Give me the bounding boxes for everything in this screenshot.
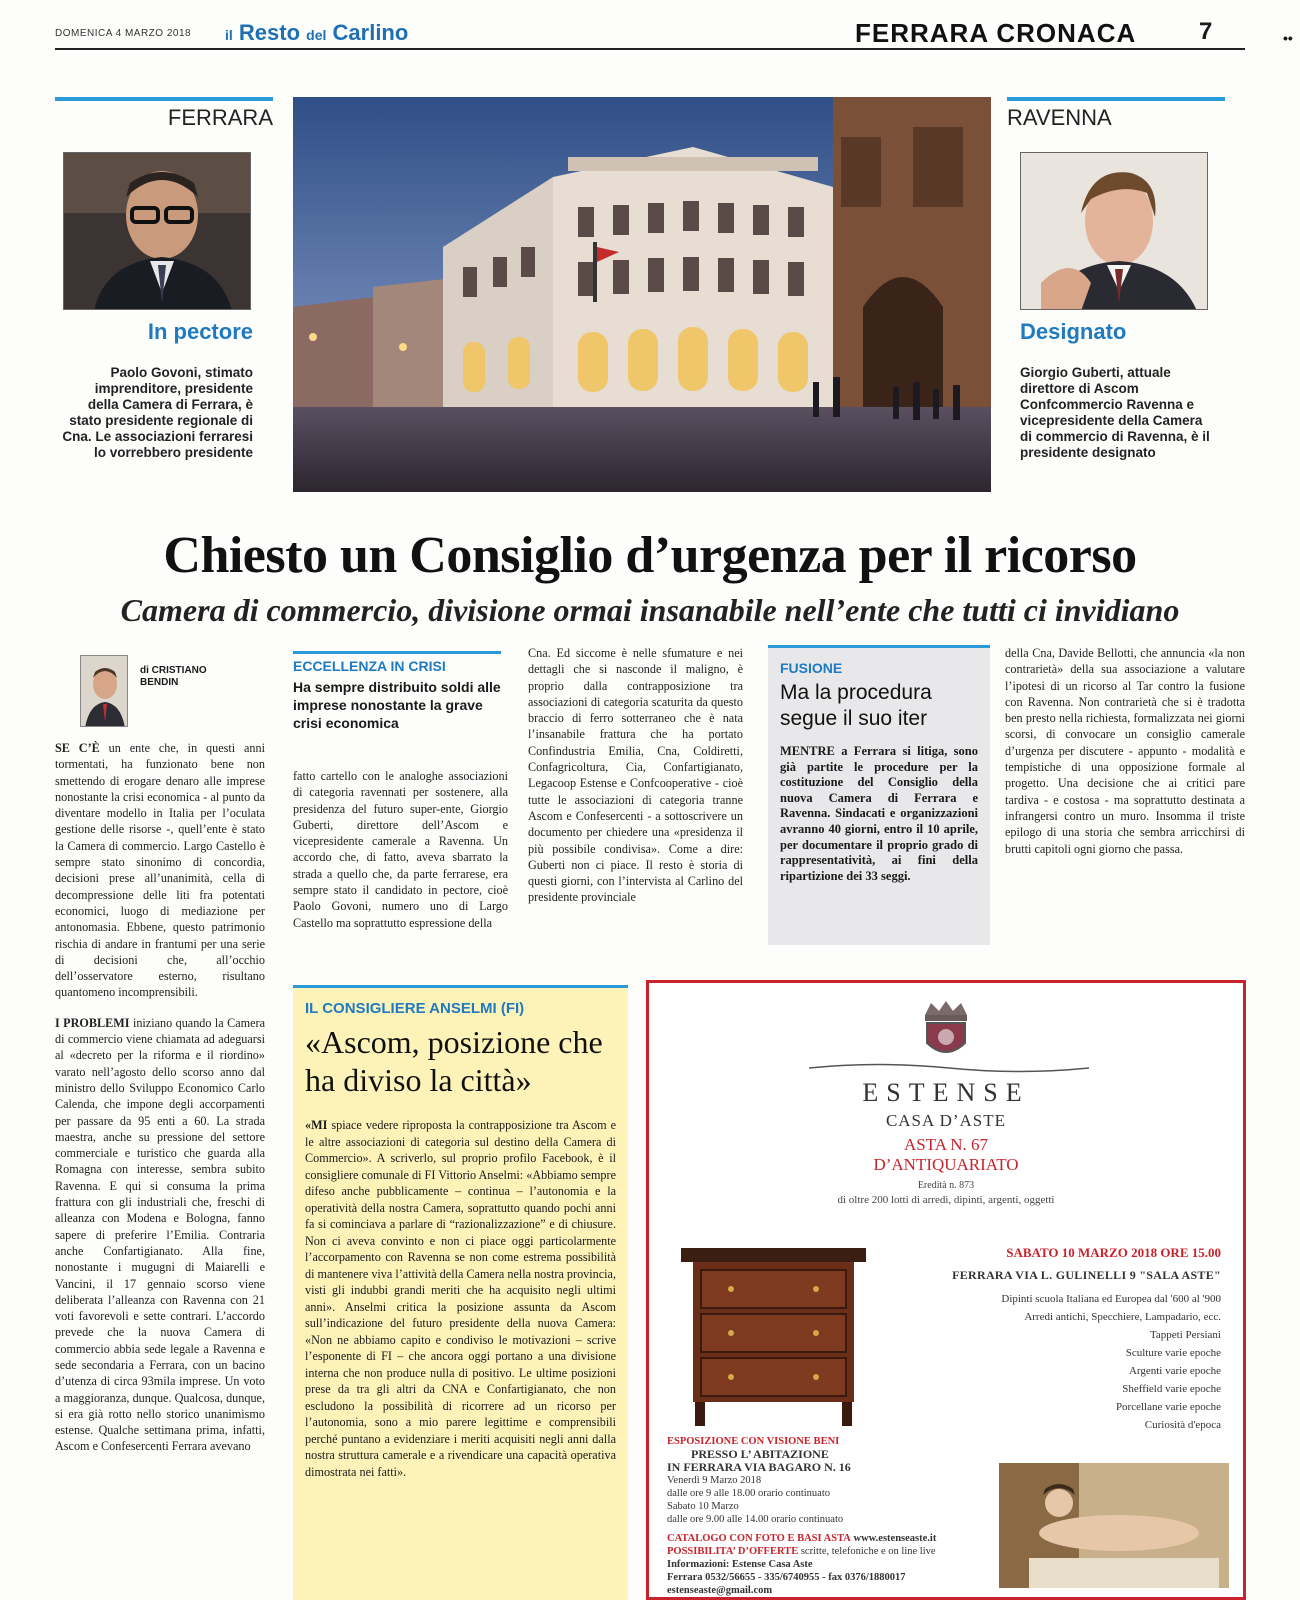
paragraph: della Cna, Davide Bellotti, che annuncia «la non contrarietà» della sua associazione a valutare l’ipotesi di un ricorso al Tar contro la fusione con Ravenna. Non contrarietà che si è tradotta ben presto nella richiesta, formalizzata nei giorni scorsi, di convocare un consiglio camerale d’urgenza per discutere - appunto - modalità e tempistiche di una opposizione formale al progetto. Una decisione che ai critici pare tardiva - e costosa - ma soprattutto destinata a infrangersi contro un muro. Insomma il triste epilogo di una storia che sembra arricchirsi di brutti capitoli ogni giorno che passa. <box>1005 646 1245 856</box>
article-column-2 <box>293 768 508 931</box>
drop-lead: «MI <box>305 1118 328 1132</box>
profile-city: RAVENNA <box>1007 105 1112 130</box>
list-item: Dipinti scuola Italiana ed Europea dal '600 al '900 <box>1001 1293 1221 1305</box>
byline-prefix: di CRISTIANO <box>140 665 207 676</box>
ad-estate: Eredità n. 873 <box>917 1180 975 1191</box>
building-photo <box>293 97 991 492</box>
list-item: Tappeti Persiani <box>1149 1329 1221 1341</box>
ad-items-list <box>1001 1290 1221 1434</box>
section-title: FERRARA CRONACA <box>855 18 1137 48</box>
issue-date: DOMENICA 4 MARZO 2018 <box>55 28 192 39</box>
paragraph: fatto cartello con le analoghe associazioni di categoria ravennati per sostenere, alla presidenza del futuro super-ente, Giorgio Guberti, direttore dell’Ascom e vicepresidente camerale a Ravenna. Un accordo che, di fatto, aveva sbarrato la strada a quello che, da parte ferrarese, era sempre stato il candidato in pectore, cioè Paolo Govoni, numero uno di Largo Castello ma soprattutto espressione della <box>293 769 508 930</box>
drop-lead: I PROBLEMI <box>55 1015 130 1030</box>
expo-place: PRESSO L’ ABITAZIONE <box>691 1447 829 1461</box>
masthead <box>55 16 1293 50</box>
headline: Chiesto un Consiglio d’urgenza per il ricorso <box>163 527 1137 584</box>
ad-auction-number <box>649 1135 1243 1175</box>
kicker-text: Ha sempre distribuito soldi alle imprese nonostante la grave crisi economica <box>293 679 501 731</box>
auction-number: ASTA N. 67 <box>903 1135 989 1154</box>
catalog-label: CATALOGO CON FOTO E BASI ASTA <box>667 1533 851 1544</box>
sidebar-title: Ma la procedura segue il suo iter <box>780 681 932 730</box>
expo-day: Venerdì 9 Marzo 2018 <box>667 1475 762 1486</box>
logo-resto: Resto <box>238 20 301 45</box>
portrait-photo <box>63 152 251 310</box>
profile-city: FERRARA <box>167 105 273 130</box>
ad-date: SABATO 10 MARZO 2018 ORE 15.00 <box>1006 1245 1221 1260</box>
offers-detail: scritte, telefoniche e on line live <box>800 1546 936 1557</box>
kicker: FUSIONE <box>780 660 843 676</box>
paragraph: Cna. Ed siccome è nelle sfumature e nei dettagli che si nasconde il maligno, è proprio dalla contrapposizione tra associazioni di categoria scaturita da questo braccio di ferro sotterraneo che è nata l’insanabile frattura che ha portato Confindustria Emilia, Cna, Coldiretti, Confagricoltura, Cia, Confartigianato, Legacoop Estense e Confcooperative - cioè tutte le associazioni di categoria tranne Ascom e Confesercenti - a sottoscrivere un documento per chiedere una «presidenza il più possibile condivisa». Come a dire: Guberti non ci piace. Il resto è storia di questi giorni, con l’intervista al Carlino del presidente provinciale <box>528 646 743 905</box>
page-number: 7 <box>1199 18 1213 45</box>
page-dots: •• <box>1283 30 1293 46</box>
accent-rule <box>1007 97 1225 101</box>
offers-label: POSSIBILITA’ D’OFFERTE <box>667 1546 799 1557</box>
sidebar-eccellenza <box>293 651 501 732</box>
ad-lots: di oltre 200 lotti di arredi, dipinti, argenti, oggetti <box>837 1194 1055 1206</box>
expo-hours: dalle ore 9 alle 18.00 orario continuato <box>667 1488 830 1499</box>
paragraph: un ente che, in questi anni tormentati, ha funzionato bene non smettendo di erogare denaro alle imprese nonostante la crisi economica - al punto da diventare modello in Italia per l’oculata gestione delle risorse -, quell’ente è stato la Camera di commercio. Largo Castello è sempre stato sinonimo di concordia, decisioni prese all’unanimità, cella di decompressione delle liti fra potentati economici, luogo di mediazione per antonomasia. Ebbene, questo patrimonio rischia di andare in frantumi per una serie di decisioni che, all’occhio dell’osservatore esterno, risultano quantomeno incomprensibili. <box>55 741 265 1000</box>
portrait-photo <box>1020 152 1208 310</box>
article-column-1 <box>55 740 265 1455</box>
ad-exhibition <box>667 1435 977 1597</box>
ad-subtitle: CASA D’ASTE <box>885 1111 1007 1130</box>
list-item: Argenti varie epoche <box>1128 1365 1221 1377</box>
auction-advertisement <box>646 980 1246 1600</box>
expo-day: Sabato 10 Marzo <box>667 1501 739 1512</box>
kicker: IL CONSIGLIERE ANSELMI (FI) <box>305 1000 525 1017</box>
list-item: Sculture varie epoche <box>1125 1347 1221 1359</box>
profile-role: In pectore <box>147 319 253 344</box>
dresser-photo <box>671 1240 876 1430</box>
drop-lead: SE C’È <box>55 741 100 755</box>
expo-address: IN FERRARA VIA BAGARO N. 16 <box>667 1460 851 1474</box>
logo-il: il <box>225 27 233 43</box>
sidebar-fusione <box>768 645 990 945</box>
logo-carlino: Carlino <box>332 20 409 45</box>
sidebar-body: spiace vedere riproposta la contrapposizione tra Ascom e le altre associazioni di categoria sul destino della Camera di Commercio». A scriverlo, sul proprio profilo Facebook, è il consigliere comunale di FI Vittorio Anselmi: «Abbiamo sempre difeso anche pubblicamente – continua – l’autonomia e la operatività della nostra Camera, soprattutto quando pochi anni fa si cominciava a parlare di “razionalizzazione” e di chiusure. Non ci aveva convinto e non ci piace oggi particolarmente l’accorpamento con Ravenna se non come estrema possibilità di mantenere viva l’attività della Camera nella nostra provincia, visti gli indubbi grandi meriti che ha acquisito negli ultimi anni». Anselmi critica la posizione assunta da Ascom sull’indicazione del futuro presidente della nuova Camera: «Non ne abbiamo capito e condiviso le motivazioni – scrive l’esponente di FI – che ancora oggi portano a una divisione interna che non produce nulla di positivo. Le ultime posizioni prese da tra gli altri da CNA e Confartigianato, che non escludono la possibilità di ricorrere ad un ricorso per l’autonomia, sono a mio parere legittime e comprensibili perché puntano a evidenziare i meriti acquisiti negli anni dalla nostra struttura camerale e a rivendicare una capacità operativa dimostrata nei fatti». <box>305 1118 617 1479</box>
byline <box>140 665 207 689</box>
author-photo <box>80 655 128 727</box>
crest-logo-icon <box>911 995 981 1065</box>
profile-caption: Giorgio Guberti, attuale direttore di Ascom Confcommercio Ravenna e vicepresidente della Camera di commercio di Ravenna, è il presidente designato <box>1020 365 1210 460</box>
paragraph: iniziano quando la Camera di commercio viene chiamata ad adeguarsi al «decreto per la riforma e il riordino» varato nell’agosto dello scorso anno dal ministro dello Sviluppo Economico Carlo Calenda, che impone degli accorpamenti per passare da 95 enti a 60. La strada maestra, anche su pressione del settore commerciale e turistico che guarda alla Romagna con interesse, sembra subito Ravenna. E qui si consuma la prima frattura con gli industriali che, freschi di alleanza con Modena e Bologna, fanno sapere di preferire l’Emilia. Contraria anche Confartigianato. Alla fine, nonostante i mugugni di Maiarelli e Vancini, il 17 gennaio scorso viene deliberata l’alleanza con Ravenna con 21 voti favorevoli e sette contrari. L’accordo prevede che la nuova Camera di commercio abbia sede legale a Ravenna e sede secondaria a Ferrara, con un bacino d’utenza di circa 93mila imprese. Un voto a maggioranza, dunque. Qualcosa, dunque, si era già rotto nello storico unanimismo estense. Qualche settimana prima, infatti, Ascom e Confesercenti Ferrara avevano <box>55 1015 266 1454</box>
byline-surname: BENDIN <box>140 677 179 688</box>
article-column-5 <box>1005 645 1245 857</box>
subheadline: Camera di commercio, divisione ormai insanabile nell’ente che tutti ci invidiano <box>120 592 1180 628</box>
ad-address: FERRARA VIA L. GULINELLI 9 "SALA ASTE" <box>952 1268 1221 1282</box>
list-item: Porcellane varie epoche <box>1115 1401 1221 1413</box>
email-link[interactable]: estenseaste@gmail.com <box>667 1585 773 1596</box>
list-item: Arredi antichi, Specchiere, Lampadario, ecc. <box>1024 1311 1221 1323</box>
accent-rule <box>55 97 273 101</box>
article-column-3 <box>528 645 743 906</box>
ad-brand: ESTENSE <box>862 1078 1030 1107</box>
profile-ferrara <box>55 97 273 492</box>
sidebar-body: a Ferrara si litiga, sono già partite le procedure per la costituzione del Consiglio della nuova Camera di Ferrara e Ravenna. Sindacati e organizzazioni avranno 40 giorni, entro il 10 aprile, per documentare il proprio grado di rappresentatività, ai fini della ripartizione dei 33 seggi. <box>780 744 978 883</box>
sidebar-title: «Ascom, posizione che ha diviso la città» <box>305 1024 603 1098</box>
kicker: ECCELLENZA IN CRISI <box>293 658 446 674</box>
profile-caption: Paolo Govoni, stimato imprenditore, presidente della Camera di Ferrara, è stato presidente regionale di Cna. Le associazioni ferraresi lo vorrebbero presidente <box>62 365 253 460</box>
newspaper-logo <box>225 20 408 46</box>
list-item: Curiosità d'epoca <box>1144 1419 1221 1431</box>
drop-lead: MENTRE <box>780 744 835 758</box>
logo-del: del <box>306 27 327 43</box>
list-item: Sheffield varie epoche <box>1122 1383 1221 1395</box>
expo-hours: dalle ore 9.00 alle 14.00 orario continuato <box>667 1514 844 1525</box>
sidebar-anselmi <box>293 985 628 1600</box>
website-link[interactable]: www.estenseaste.it <box>853 1533 937 1544</box>
profile-ravenna <box>1007 97 1225 492</box>
painting-photo <box>999 1463 1229 1588</box>
ornament-icon <box>809 1061 1089 1075</box>
info-line: Informazioni: Estense Casa Aste <box>667 1559 813 1570</box>
profile-role: Designato <box>1020 319 1127 344</box>
auction-type: D’ANTIQUARIATO <box>873 1155 1019 1174</box>
phone-line: Ferrara 0532/56655 - 335/6740955 - fax 0376/1880017 <box>667 1572 906 1583</box>
expo-title: ESPOSIZIONE CON VISIONE BENI <box>667 1436 840 1447</box>
